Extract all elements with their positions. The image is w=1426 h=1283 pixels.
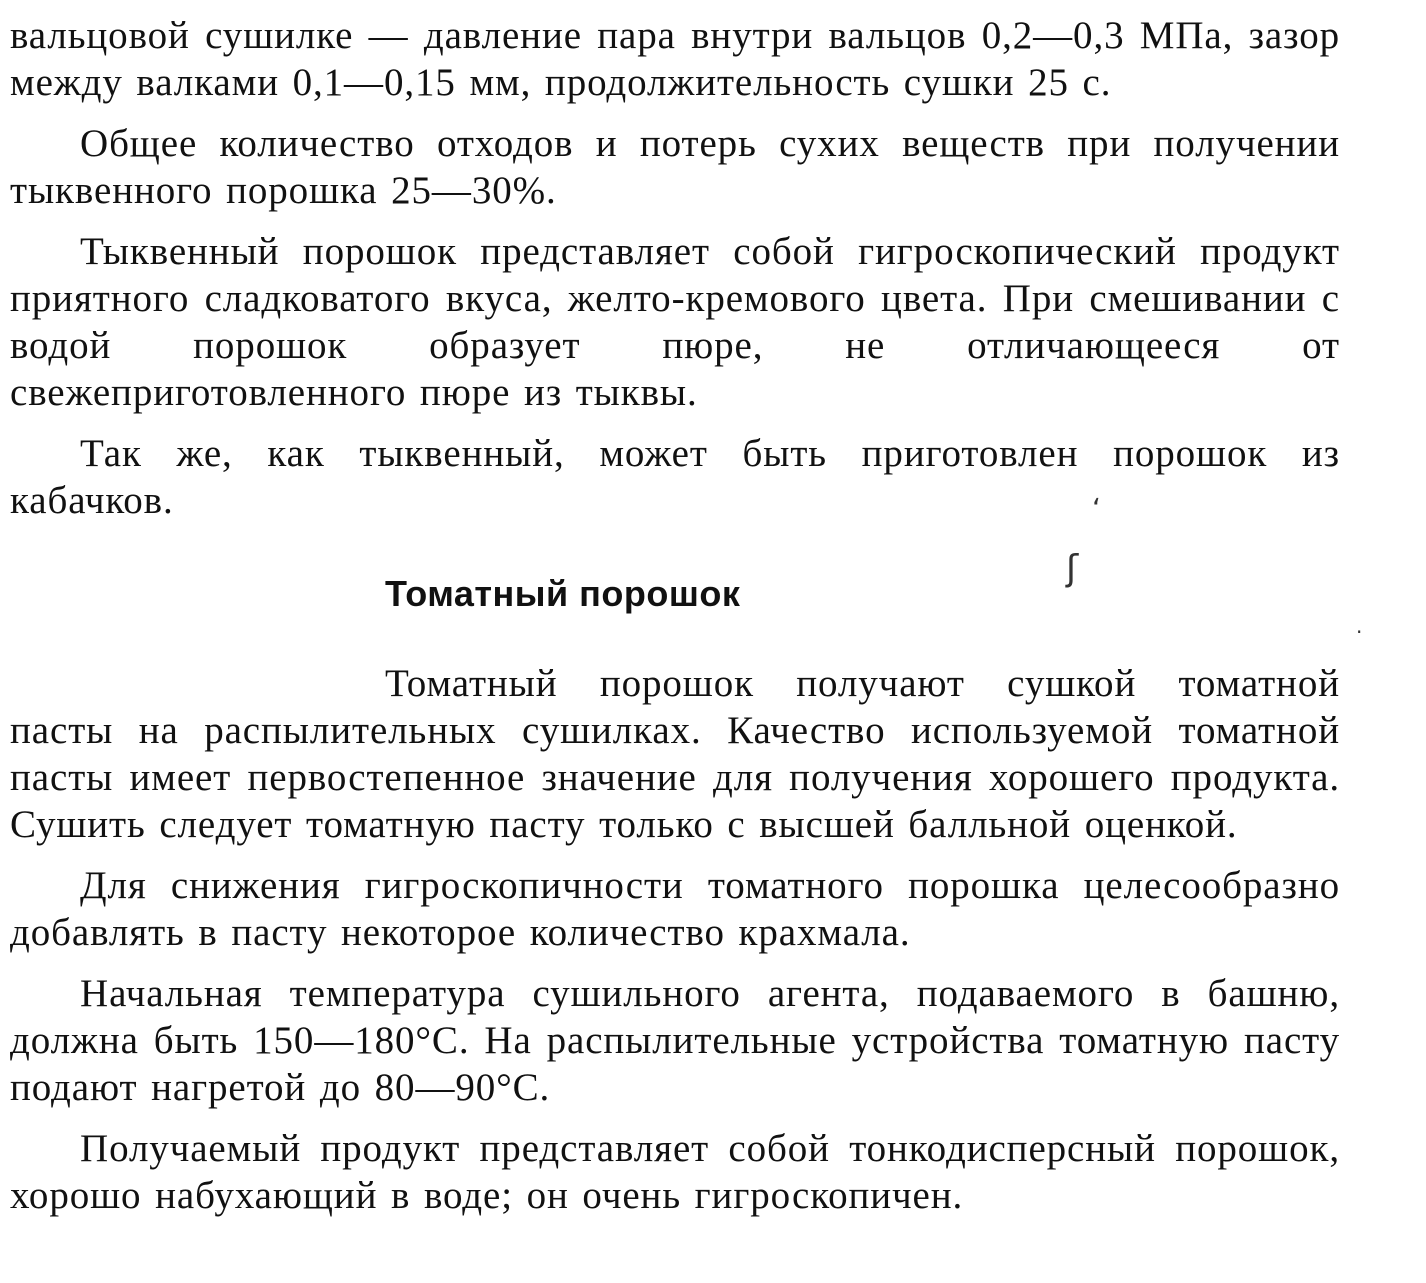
paragraph-drying-parameters: вальцовой сушилке — давление пара внутри вальцов 0,2—0,3 МПа, зазор между валками 0,1—0,15 мм, продолжительность сушки 25 с. [10, 14, 1340, 104]
paragraph-starch-addition: Для снижения гигроскопичности томатного порошка целесообразно добавлять в пасту некоторое количество крахмала. [10, 864, 1340, 954]
paragraph-product-description: Получаемый продукт представляет собой тонкодисперсный порошок, хорошо набухающий в воде; он очень гигроскопичен. [10, 1127, 1340, 1217]
paragraph-pumpkin-powder-properties: Тыквенный порошок представляет собой гигроскопический продукт приятного сладковатого вкуса, желто-кремового цвета. При смешивании с водой порошок образует пюре, не отличающееся от свежеприготовленного пюре из тыквы. [10, 230, 1340, 414]
scan-artifact-mark: ʃ [1066, 548, 1079, 589]
scan-artifact-mark: ʻ [1092, 492, 1101, 525]
section-heading-tomato-powder: Томатный порошок [385, 573, 741, 614]
paragraph-waste-losses: Общее количество отходов и потерь сухих веществ при получении тыквенного порошка 25—30%. [10, 122, 1340, 212]
paragraph-zucchini-powder: Так же, как тыквенный, может быть приготовлен порошок из кабачков. [10, 432, 1340, 522]
paragraph-drying-temperature: Начальная температура сушильного агента, подаваемого в башню, должна быть 150—180°С. На распылительные устройства томатную пасту подают нагретой до 80—90°С. [10, 972, 1340, 1109]
book-page [10, 12, 1340, 1233]
paragraph-tomato-powder-production: Томатный порошок получают сушкой томатной пасты на распылительных сушилках. Качество используемой томатной пасты имеет первостепенное значение для получения хорошего продукта. Сушить следует томатную пасту только с высшей балльной оценкой. [10, 662, 1340, 846]
scan-artifact-dot: · [1356, 620, 1363, 644]
